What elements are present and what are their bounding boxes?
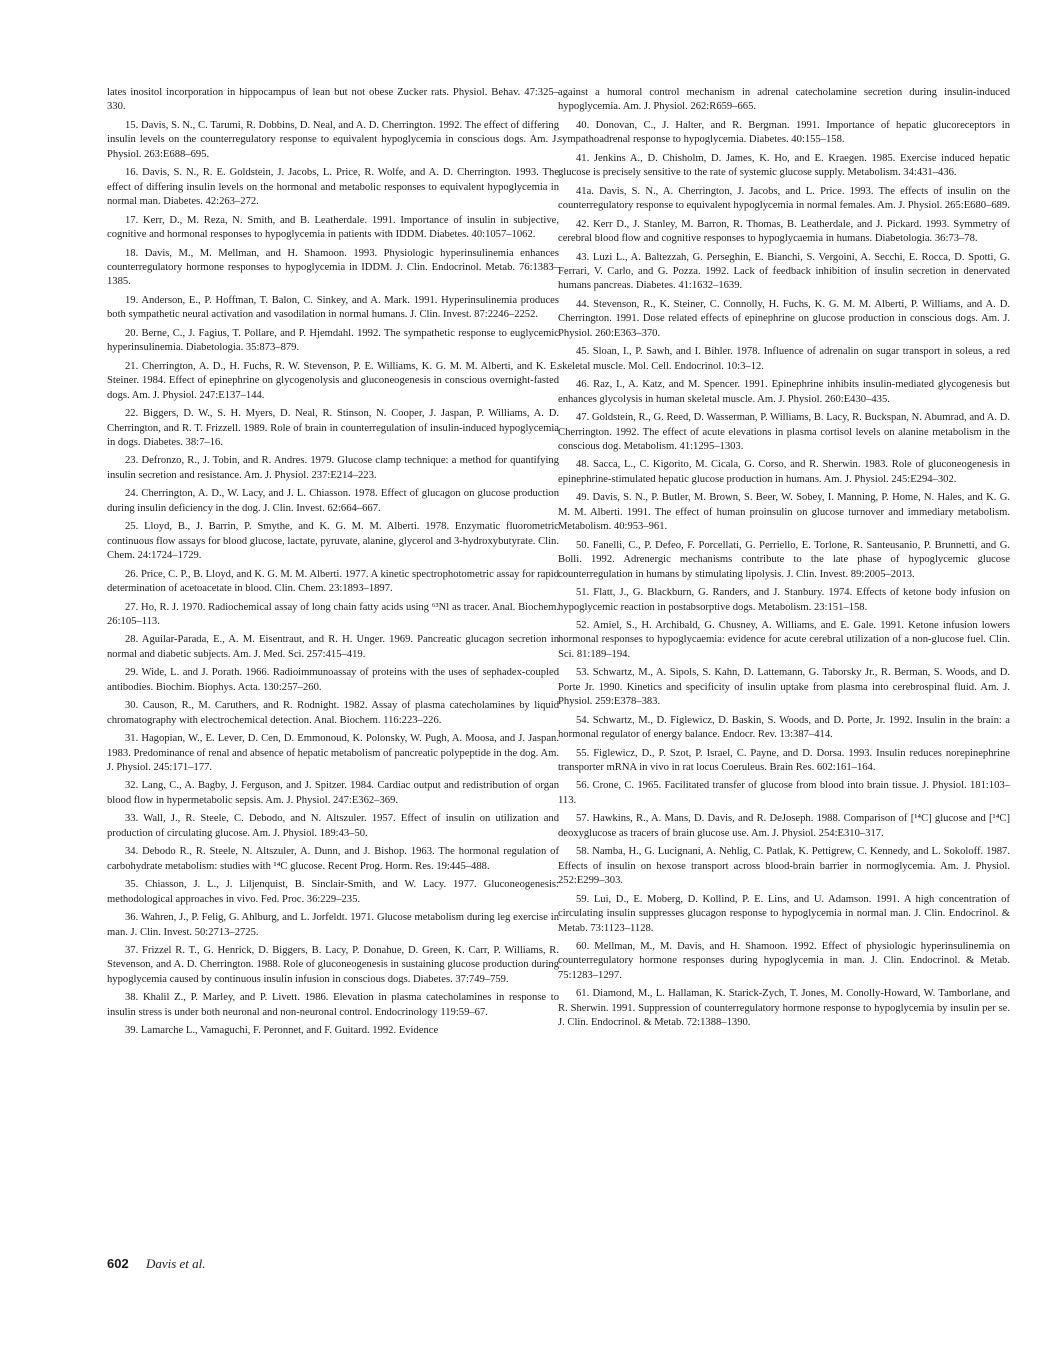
reference-entry: 28. Aguilar-Parada, E., A. M. Eisentraut, and R. H. Unger. 1969. Pancreatic glucagon secretion in normal and diabetic subjects. Am. J. Med. Sci. 257:415–419. xyxy=(107,634,559,660)
reference-entry: 22. Biggers, D. W., S. H. Myers, D. Neal, R. Stinson, N. Cooper, J. Jaspan, P. Williams, A. D. Cherrington, and R. T. Frizzell. 1989. Role of brain in counterregulation of insulin-induced hypoglycemia in dogs. Diabetes. 38:7–16. xyxy=(107,408,559,448)
reference-entry: 47. Goldstein, R., G. Reed, D. Wasserman, P. Williams, B. Lacy, R. Buckspan, N. Abumrad, and A. D. Cherrington. 1992. The effect of acute elevations in plasma cortisol levels on alanine metabolism in the conscious dog. Metabolism. 41:1295–1303. xyxy=(558,412,1010,452)
reference-entry: 41a. Davis, S. N., A. Cherrington, J. Jacobs, and L. Price. 1993. The effects of insulin on the counterregulatory response to equivalent hypoglycemia in normal females. Am. J. Physiol. 265:E680–689. xyxy=(558,185,1010,212)
reference-entry: 17. Kerr, D., M. Reza, N. Smith, and B. Leatherdale. 1991. Importance of insulin in subjective, cognitive and hormonal responses to hypoglycemia in patients with IDDM. Diabetes. 40:1057–1062. xyxy=(107,214,559,241)
reference-entry: 52. Amiel, S., H. Archibald, G. Chusney, A. Williams, and E. Gale. 1991. Ketone infusion lowers hormonal responses to hypoglycaemia: evidence for acute cerebral utilization of a non-glucose fuel. Clin. Sci. 81:189–194. xyxy=(558,619,1010,660)
reference-entry: 46. Raz, I., A. Katz, and M. Spencer. 1991. Epinephrine inhibits insulin-mediated glycogenesis but enhances glycolysis in human skeletal muscle. Am. J. Physiol. 260:E430–435. xyxy=(558,379,1010,405)
reference-entry: 26. Price, C. P., B. Lloyd, and K. G. M. M. Alberti. 1977. A kinetic spectrophotometric assay for rapid determination of acetoacetate in blood. Clin. Chem. 23:1893–1897. xyxy=(107,568,559,595)
reference-entry: 31. Hagopian, W., E. Lever, D. Cen, D. Emmonoud, K. Polonsky, W. Pugh, A. Moosa, and J. Jaspan. 1983. Predominance of renal and absence of hepatic metabolism of pancreatic polypeptide in the dog. Am. J. Physiol. 245:171–177. xyxy=(107,733,559,774)
running-author: Davis et al. xyxy=(145,1256,206,1271)
reference-entry: 16. Davis, S. N., R. E. Goldstein, J. Jacobs, L. Price, R. Wolfe, and A. D. Cherrington. 1993. The effect of differing insulin levels on the hormonal and metabolic responses to equivalent hypoglycemia in normal man. Diabetes. 42:263–272. xyxy=(107,167,559,208)
page-footer xyxy=(107,1256,206,1272)
reference-entry: 57. Hawkins, R., A. Mans, D. Davis, and R. DeJoseph. 1988. Comparison of [¹⁴C] glucose and [¹⁴C] deoxyglucose as tracers of brain glucose use. Am. J. Physiol. 254:E310–317. xyxy=(558,813,1010,839)
reference-entry: 42. Kerr D., J. Stanley, M. Barron, R. Thomas, B. Leatherdale, and J. Pickard. 1993. Symmetry of cerebral blood flow and cognitive responses to hypoglycaemia in humans. Diabetologia. 36:73–78. xyxy=(558,218,1010,245)
reference-entry: 54. Schwartz, M., D. Figlewicz, D. Baskin, S. Woods, and D. Porte, Jr. 1992. Insulin in the brain: a hormonal regulator of energy balance. Endocr. Rev. 13:387–414. xyxy=(558,714,1010,741)
reference-entry: 21. Cherrington, A. D., H. Fuchs, R. W. Stevenson, P. E. Williams, K. G. M. M. Alberti, and K. E. Steiner. 1984. Effect of epinephrine on glycogenolysis and gluconeogenesis in conscious overnight-fasted dogs. Am. J. Physiol. 247:E137–144. xyxy=(107,360,559,401)
reference-entry: 23. Defronzo, R., J. Tobin, and R. Andres. 1979. Glucose clamp technique: a method for quantifying insulin secretion and resistance. Am. J. Physiol. 237:E214–223. xyxy=(107,455,559,481)
reference-entry: 45. Sloan, I., P. Sawh, and I. Bihler. 1978. Influence of adrenalin on sugar transport in soleus, a red skeletal muscle. Mol. Cell. Endocrinol. 10:3–12. xyxy=(558,346,1010,372)
reference-entry: 35. Chiasson, J. L., J. Liljenquist, B. Sinclair-Smith, and W. Lacy. 1977. Gluconeogenesis: methodological approaches in vivo. Fed. Proc. 36:229–235. xyxy=(107,879,559,905)
reference-entry: 19. Anderson, E., P. Hoffman, T. Balon, C. Sinkey, and A. Mark. 1991. Hyperinsulinemia produces both sympathetic neural activation and vasodilation in normal humans. J. Clin. Invest. 87:2246–2252. xyxy=(107,294,559,321)
reference-entry: 55. Figlewicz, D., P. Szot, P. Israel, C. Payne, and D. Dorsa. 1993. Insulin reduces norepinephrine transporter mRNA in vivo in rat locus Coeruleus. Brain Res. 602:161–164. xyxy=(558,747,1010,774)
left-column xyxy=(107,86,559,1043)
reference-entry: 38. Khalil Z., P. Marley, and P. Livett. 1986. Elevation in plasma catecholamines in response to insulin stress is under both neuronal and non-neuronal control. Endocrinology 119:59–67. xyxy=(107,992,559,1018)
reference-entry: 43. Luzi L., A. Baltezzah, G. Perseghin, E. Bianchi, S. Vergoini, A. Secchi, E. Rocca, D. Spotti, G. Ferrari, V. Carlo, and G. Pozza. 1992. Lack of feedback inhibition of insulin secretion in denervated humans pancreas. Diabetes. 41:1632–1639. xyxy=(558,251,1010,292)
reference-entry: 29. Wide, L. and J. Porath. 1966. Radioimmunoassay of proteins with the uses of sephadex-coupled antibodies. Biochim. Biophys. Acta. 130:257–260. xyxy=(107,667,559,693)
reference-entry: 53. Schwartz, M., A. Sipols, S. Kahn, D. Lattemann, G. Taborsky Jr., R. Berman, S. Woods, and D. Porte Jr. 1990. Kinetics and specificity of insulin uptake from plasma into cerebrospinal fluid. Am. J. Physiol. 259:E378–383. xyxy=(558,667,1010,708)
reference-entry: 58. Namba, H., G. Lucignani, A. Nehlig, C. Patlak, K. Pettigrew, C. Kennedy, and L. Sokoloff. 1987. Effects of insulin on hexose transport across blood-brain barrier in normoglycemia. Am. J. Physiol. 252:E299–303. xyxy=(558,846,1010,887)
reference-entry: 50. Fanelli, C., P. Defeo, F. Porcellati, G. Perriello, E. Torlone, R. Santeusanio, P. Brunnetti, and G. Bolli. 1992. Adrenergic mechanisms contribute to the late phase of hypoglycemic glucose counterregulation in humans by stimulating lipolysis. J. Clin. Invest. 89:2005–2013. xyxy=(558,539,1010,580)
reference-entry: 60. Mellman, M., M. Davis, and H. Shamoon. 1992. Effect of physiologic hyperinsulinemia on counterregulatory hormone responses during hypoglycemia in man. J. Clin. Endocrinol. & Metab. 75:1283–1297. xyxy=(558,941,1010,981)
page-number: 602 xyxy=(107,1256,129,1271)
reference-entry: 20. Berne, C., J. Fagius, T. Pollare, and P. Hjemdahl. 1992. The sympathetic response to euglycemic hyperinsulinemia. Diabetologia. 35:873–879. xyxy=(107,327,559,354)
reference-entry: 61. Diamond, M., L. Hallaman, K. Starick-Zych, T. Jones, M. Conolly-Howard, W. Tamborlane, and R. Sherwin. 1991. Suppression of counterregulatory hormone response to hypoglycemia by insulin per se. J. Clin. Endocrinol. & Metab. 72:1388–1390. xyxy=(558,988,1010,1029)
reference-entry: lates inositol incorporation in hippocampus of lean but not obese Zucker rats. Physiol. Behav. 47:325–330. xyxy=(107,87,559,113)
reference-entry: 48. Sacca, L., C. Kigorito, M. Cicala, G. Corso, and R. Sherwin. 1983. Role of gluconeogenesis in epinephrine-stimulated hepatic glucose production in humans. Am. J. Physiol. 245:E294–302. xyxy=(558,459,1010,485)
reference-entry: 24. Cherrington, A. D., W. Lacy, and J. L. Chiasson. 1978. Effect of glucagon on glucose production during insulin deficiency in the dog. J. Clin. Invest. 62:664–667. xyxy=(107,488,559,514)
reference-entry: 27. Ho, R. J. 1970. Radiochemical assay of long chain fatty acids using ⁶³Nl as tracer. Anal. Biochem. 26:105–113. xyxy=(107,601,559,627)
right-column xyxy=(558,86,1010,1035)
reference-entry: against a humoral control mechanism in adrenal catecholamine secretion during insulin-induced hypoglycemia. Am. J. Physiol. 262:R659–665. xyxy=(558,87,1010,113)
reference-entry: 49. Davis, S. N., P. Butler, M. Brown, S. Beer, W. Sobey, I. Manning, P. Home, N. Hales, and K. G. M. M. Alberti. 1991. The effect of human proinsulin on glucose turnover and immediary metabolism. Metabolism. 40:953–961. xyxy=(558,492,1010,533)
reference-entry: 30. Causon, R., M. Caruthers, and R. Rodnight. 1982. Assay of plasma catecholamines by liquid chromatography with electrochemical detection. Anal. Biochem. 116:223–226. xyxy=(107,700,559,726)
reference-entry: 32. Lang, C., A. Bagby, J. Ferguson, and J. Spitzer. 1984. Cardiac output and redistribution of organ blood flow in hypermetabolic sepsis. Am. J. Physiol. 247:E362–369. xyxy=(107,780,559,806)
reference-entry: 41. Jenkins A., D. Chisholm, D. James, K. Ho, and E. Kraegen. 1985. Exercise induced hepatic glucose is precisely sensitive to the rate of systemic glucose supply. Metabolism. 34:431–436. xyxy=(558,152,1010,179)
reference-entry: 44. Stevenson, R., K. Steiner, C. Connolly, H. Fuchs, K. G. M. M. Alberti, P. Williams, and A. D. Cherrington. 1991. Dose related effects of epinephrine on glucose production in conscious dogs. Am. J. Physiol. 260:E363–370. xyxy=(558,298,1010,339)
reference-entry: 36. Wahren, J., P. Felig, G. Ahlburg, and L. Jorfeldt. 1971. Glucose metabolism during leg exercise in man. J. Clin. Invest. 50:2713–2725. xyxy=(107,912,559,938)
reference-entry: 39. Lamarche L., Vamaguchi, F. Peronnet, and F. Guitard. 1992. Evidence xyxy=(125,1025,439,1037)
reference-entry: 33. Wall, J., R. Steele, C. Debodo, and N. Altszuler. 1957. Effect of insulin on utilization and production of circulating glucose. Am. J. Physiol. 189:43–50. xyxy=(107,813,559,839)
reference-entry: 51. Flatt, J., G. Blackburn, G. Randers, and J. Stanbury. 1974. Effects of ketone body infusion on hypoglycemic reaction in postabsorptive dogs. Metabolism. 23:151–158. xyxy=(558,587,1010,613)
reference-entry: 56. Crone, C. 1965. Facilitated transfer of glucose from blood into brain tissue. J. Physiol. 181:103–113. xyxy=(558,780,1010,806)
reference-entry: 37. Frizzel R. T., G. Henrick, D. Biggers, B. Lacy, P. Donahue, D. Green, K. Carr, P. Williams, R. Stevenson, and A. D. Cherrington. 1988. Role of gluconeogenesis in sustaining glucose production during hypoglycemia caused by continuous insulin infusion in conscious dogs. Diabetes. 37:749–759. xyxy=(107,945,559,985)
reference-entry: 34. Debodo R., R. Steele, N. Altszuler, A. Dunn, and J. Bishop. 1963. The hormonal regulation of carbohydrate metabolism: studies with ¹⁴C glucose. Recent Prog. Horm. Res. 19:445–488. xyxy=(107,846,559,872)
reference-entry: 25. Lloyd, B., J. Barrin, P. Smythe, and K. G. M. M. Alberti. 1978. Enzymatic fluorometric continuous flow assays for blood glucose, lactate, pyruvate, alanine, glycerol and 3-hydroxybutyrate. Clin. Chem. 24:1724–1729. xyxy=(107,521,559,562)
reference-entry: 18. Davis, M., M. Mellman, and H. Shamoon. 1993. Physiologic hyperinsulinemia enhances counterregulatory hormone responses to hypoglycemia in IDDM. J. Clin. Endocrinol. Metab. 76:1383–1385. xyxy=(107,247,559,288)
reference-entry: 15. Davis, S. N., C. Tarumi, R. Dobbins, D. Neal, and A. D. Cherrington. 1992. The effect of differing insulin levels on the counterregulatory response to equivalent hypoglycemia in conscious dogs. Am. J. Physiol. 263:E688–695. xyxy=(107,119,559,160)
reference-entry: 40. Donovan, C., J. Halter, and R. Bergman. 1991. Importance of hepatic glucoreceptors in sympathoadrenal response to hypoglycemia. Diabetes. 40:155–158. xyxy=(558,119,1010,146)
reference-entry: 59. Lui, D., E. Moberg, D. Kollind, P. E. Lins, and U. Adamson. 1991. A high concentration of circulating insulin suppresses glucagon response to hypoglycemia in normal man. J. Clin. Endocrinol. & Metab. 73:1123–1128. xyxy=(558,893,1010,934)
